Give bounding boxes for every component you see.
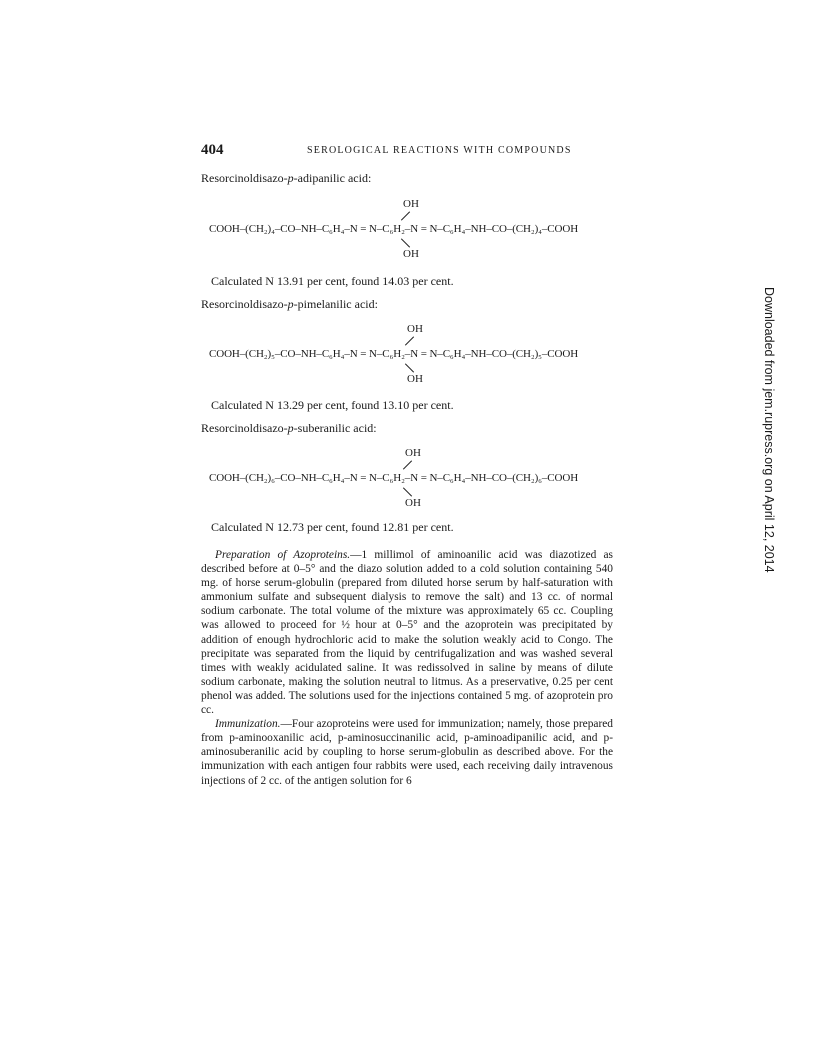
bond-line-down [405, 363, 414, 372]
compound-name-prefix: Resorcinoldisazo- [201, 171, 288, 185]
page-header [201, 142, 621, 162]
page-number: 404 [201, 142, 224, 158]
nitrogen-analysis: Calculated N 12.73 per cent, found 12.81 per cent. [211, 520, 454, 534]
hydroxyl-bottom: OH [403, 248, 419, 260]
hydroxyl-top: OH [407, 323, 423, 335]
paragraph-text: —1 millimol of aminoanilic acid was diazotized as described before at 0–5° and the diazo solution added to a cold solution containing 540 mg. of horse serum-globulin (prepared from diluted horse serum by half-saturation with ammonium sulfate and subsequent dialysis to remove the salt) and 13 cc. of normal sodium carbonate. The total volume of the mixture was approximately 65 cc. Coupling was allowed to proceed for ½ hour at 0–5° and the azoprotein was precipitated by addition of enough hydrochloric acid to make the solution weakly acid to Congo. The precipitate was separated from the liquid by centrifugalization and was washed several times with weakly acidulated saline. It was redissolved in saline by means of dilute sodium carbonate, making the solution neutral to litmus. As a preservative, 0.25 per cent phenol was added. The solutions used for the injections contained 5 mg. of azoprotein pro cc. [201, 549, 613, 717]
paragraph-immunization [201, 717, 613, 787]
bond-line-up [405, 336, 414, 345]
compound-name-para: p [287, 421, 294, 435]
compound-name-para: p [287, 171, 294, 185]
download-watermark [760, 287, 780, 687]
hydroxyl-bottom: OH [405, 497, 421, 509]
paragraph-preparation [201, 548, 613, 717]
structural-formula [209, 447, 609, 515]
compound-name [201, 421, 377, 436]
body-text [201, 548, 613, 788]
bond-line-up [401, 211, 410, 220]
compound-name-suffix: -pimelanilic acid: [293, 297, 378, 311]
hydroxyl-bottom: OH [407, 373, 423, 385]
structural-formula [209, 198, 609, 266]
formula-chain: COOH–(CH₂)₄–CO–NH–C₆H₄–N = N–C₆H₂–N = N–C₆H₄–NH–CO–(CH₂)₄–COOH [209, 223, 579, 235]
compound-name-suffix: -adipanilic acid: [293, 171, 372, 185]
formula-chain: COOH–(CH₂)₅–CO–NH–C₆H₄–N = N–C₆H₂–N = N–C₆H₄–NH–CO–(CH₂)₅–COOH [209, 348, 579, 360]
section-heading: Immunization. [215, 718, 281, 731]
compound-name [201, 297, 378, 312]
section-heading: Preparation of Azoproteins. [215, 549, 351, 561]
formula-chain: COOH–(CH₂)₆–CO–NH–C₆H₄–N = N–C₆H₂–N = N–C₆H₄–NH–CO–(CH₂)₆–COOH [209, 472, 579, 484]
compound-name [201, 171, 371, 186]
nitrogen-analysis: Calculated N 13.91 per cent, found 14.03 per cent. [211, 274, 454, 288]
structural-formula [209, 323, 609, 391]
bond-line-down [403, 487, 412, 496]
compound-name-suffix: -suberanilic acid: [293, 421, 377, 435]
running-title: SEROLOGICAL REACTIONS WITH COMPOUNDS [307, 145, 572, 156]
nitrogen-analysis: Calculated N 13.29 per cent, found 13.10 per cent. [211, 398, 454, 412]
hydroxyl-top: OH [403, 198, 419, 210]
compound-name-prefix: Resorcinoldisazo- [201, 297, 288, 311]
paragraph-text: —Four azoproteins were used for immunization; namely, those prepared from p-aminooxanilic acid, p-aminosuccinanilic acid, p-aminoadipanilic acid, and p-aminosuberanilic acid by coupling to horse serum-globulin as described above. For the immunization with each antigen four rabbits were used, each receiving daily intravenous injections of 2 cc. of the antigen solution for 6 [201, 718, 613, 787]
download-notice: Downloaded from jem.rupress.org on April 12, 2014 [762, 287, 776, 573]
bond-line-up [403, 460, 412, 469]
bond-line-down [401, 238, 410, 247]
hydroxyl-top: OH [405, 447, 421, 459]
compound-name-para: p [287, 297, 294, 311]
compound-name-prefix: Resorcinoldisazo- [201, 421, 288, 435]
